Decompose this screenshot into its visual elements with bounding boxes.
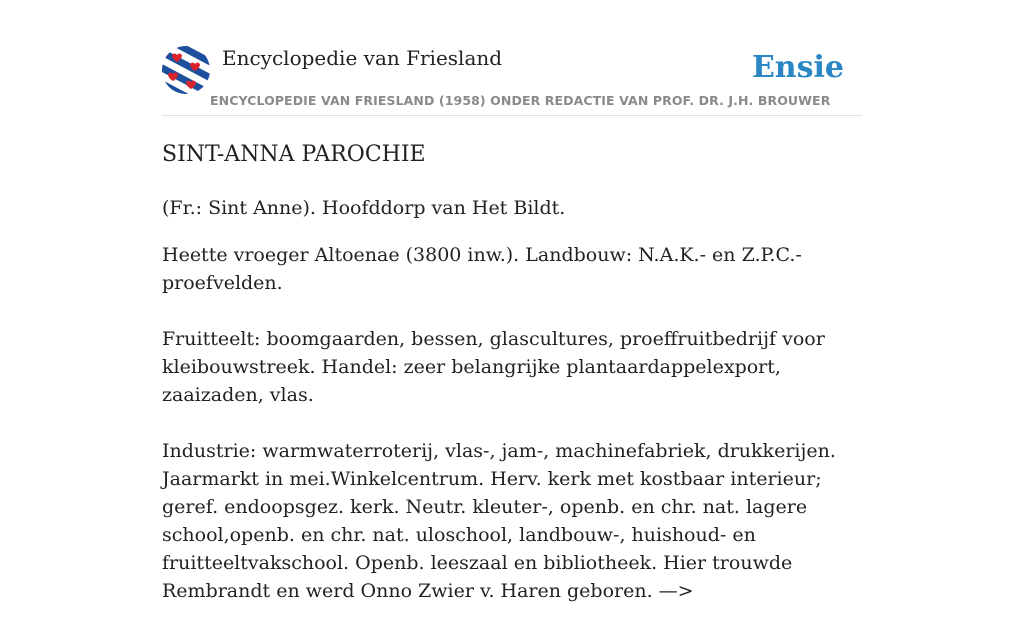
page-title: SINT-ANNA PAROCHIE (162, 142, 426, 167)
article (162, 140, 862, 633)
site-header (162, 46, 862, 116)
site-title[interactable]: Encyclopedie van Friesland (222, 46, 503, 70)
header-divider (162, 115, 862, 116)
article-paragraph: Fruitteelt: boomgaarden, bessen, glascultures, proeffruitbedrijf voor kleibouwstreek. Handel: zeer belangrijke plantaardappelexport, zaaizaden, vlas. (162, 328, 825, 406)
site-subtitle: ENCYCLOPEDIE VAN FRIESLAND (1958) ONDER REDACTIE VAN PROF. DR. J.H. BROUWER (210, 93, 831, 108)
brand-logo[interactable]: Ensie (751, 50, 844, 85)
article-paragraph: Heette vroeger Altoenae (3800 inw.). Landbouw: N.A.K.- en Z.P.C.-proefvelden. (162, 244, 802, 294)
frisian-flag-logo-icon[interactable] (162, 46, 210, 94)
article-paragraph: Industrie: warmwaterroterij, vlas-, jam-, machinefabriek, drukkerijen. Jaarmarkt in mei.Winkelcentrum. Herv. kerk met kostbaar interieur; geref. endoopsgez. kerk. Neutr. kleuter-, openb. en chr. nat. lagere school,openb. en chr. nat. uloschool, landbouw-, huishoud- en fruitteeltvakschool. Openb. leeszaal en bibliotheek. Hier trouwde Rembrandt en werd Onno Zwier v. Haren geboren. —> (162, 440, 836, 602)
article-intro: (Fr.: Sint Anne). Hoofddorp van Het Bildt. (162, 197, 566, 219)
